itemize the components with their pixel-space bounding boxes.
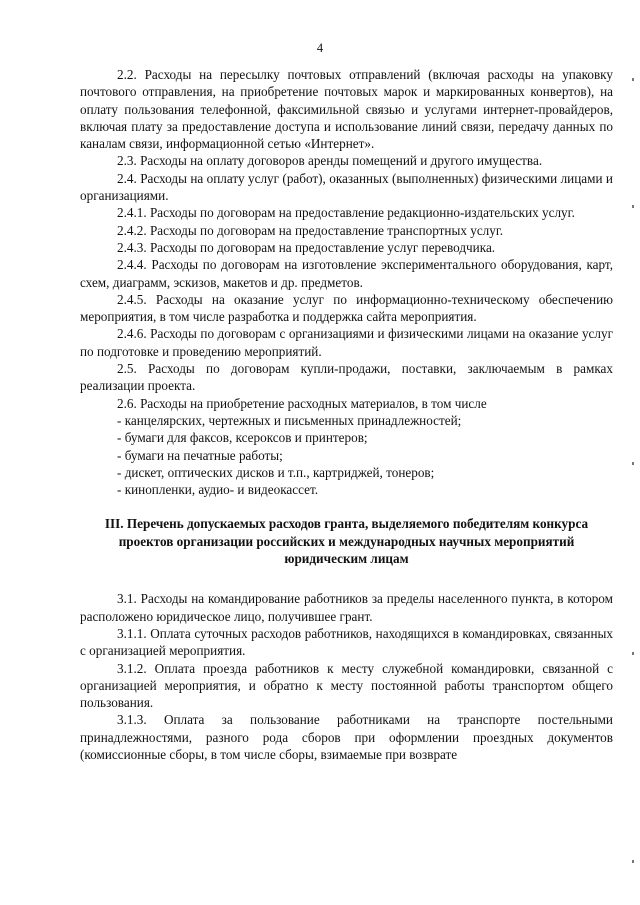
scan-margin-mark xyxy=(632,462,634,465)
section-3-heading: III. Перечень допускаемых расходов гранта, выделяемого победителям конкурса проектов организации российских и международных научных мероприятий юридическим лицам xyxy=(104,516,589,567)
paragraph-3-1-2: 3.1.2. Оплата проезда работников к месту служебной командировки, связанной с организацией мероприятия, и обратно к месту постоянной работы транспортом общего пользования. xyxy=(80,660,613,711)
page-number: 4 xyxy=(316,41,324,55)
paragraph-2-6: 2.6. Расходы на приобретение расходных материалов, в том числе xyxy=(117,395,487,411)
scan-margin-mark xyxy=(632,205,634,208)
document-body xyxy=(80,66,613,763)
paragraph-2-4-1: 2.4.1. Расходы по договорам на предоставление редакционно-издательских услуг. xyxy=(117,205,575,221)
scan-margin-mark xyxy=(632,652,634,655)
paragraph-2-4-5: 2.4.5. Расходы на оказание услуг по информационно-техническому обеспечению мероприятия, в том числе разработка и поддержка сайта мероприятия. xyxy=(80,291,613,325)
paragraph-2-4-4: 2.4.4. Расходы по договорам на изготовление экспериментального оборудования, карт, схем, диаграмм, эскизов, макетов и др. предметов. xyxy=(80,257,613,290)
paragraph-2-5: 2.5. Расходы по договорам купли-продажи, поставки, заключаемым в рамках реализации проекта. xyxy=(80,361,613,394)
list-item: - канцелярских, чертежных и письменных принадлежностей; xyxy=(117,412,462,428)
paragraph-2-3: 2.3. Расходы на оплату договоров аренды помещений и другого имущества. xyxy=(117,153,543,169)
paragraph-2-4-3: 2.4.3. Расходы по договорам на предоставление услуг переводчика. xyxy=(117,239,496,255)
list-item: - бумаги на печатные работы; xyxy=(117,447,283,463)
list-item: - дискет, оптических дисков и т.п., картриджей, тонеров; xyxy=(117,464,435,480)
paragraph-2-4-2: 2.4.2. Расходы по договорам на предоставление транспортных услуг. xyxy=(117,222,504,238)
paragraph-2-4: 2.4. Расходы на оплату услуг (работ), оказанных (выполненных) физическими лицами и организациями. xyxy=(80,170,613,204)
list-item: - бумаги для факсов, ксероксов и принтеров; xyxy=(117,430,368,446)
paragraph-2-2: 2.2. Расходы на пересылку почтовых отправлений (включая расходы на упаковку почтового отправления, на приобретение почтовых марок и маркированных конвертов), на оплату пользования телефонной, факсимильной связью и услугами интернет-провайдеров, включая плату за предоставление доступа и использование линий связи, передачу данных по каналам связи, информационной сетью «Интернет». xyxy=(80,67,613,152)
scan-margin-mark xyxy=(632,860,634,863)
paragraph-3-1: 3.1. Расходы на командирование работников за пределы населенного пункта, в котором расположено юридическое лицо, получившее грант. xyxy=(80,591,613,624)
paragraph-2-4-6: 2.4.6. Расходы по договорам с организациями и физическими лицами на оказание услуг по подготовке и проведению мероприятий. xyxy=(80,326,613,359)
paragraph-3-1-3: 3.1.3. Оплата за пользование работниками на транспорте постельными принадлежностями, разного рода сборов при оформлении проездных документов (комиссионные сборы, в том числе сборы, взимаемые при возврате xyxy=(80,712,613,762)
list-item: - кинопленки, аудио- и видеокассет. xyxy=(117,482,319,498)
scan-margin-mark xyxy=(632,78,634,81)
paragraph-3-1-1: 3.1.1. Оплата суточных расходов работников, находящихся в командировках, связанных с организацией мероприятия. xyxy=(80,625,613,659)
